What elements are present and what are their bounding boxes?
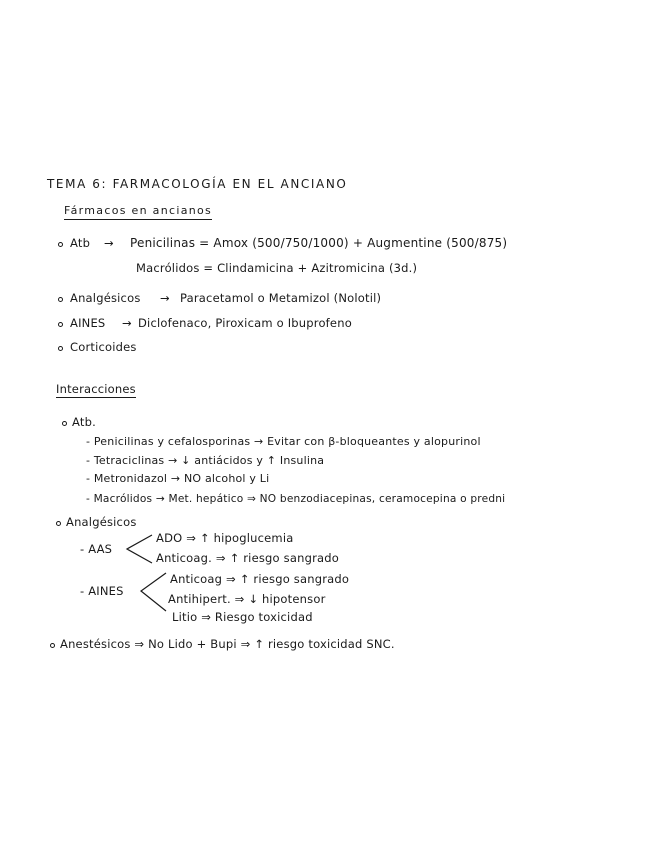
aines-brace-icon — [138, 570, 168, 616]
aas-brace-icon — [124, 532, 154, 566]
interaccion-metronidazol: - Metronidazol → NO alcohol y Li — [86, 472, 270, 485]
item-corticoides-label: Corticoides — [70, 340, 137, 354]
interacciones-atb-label: Atb. — [72, 415, 96, 429]
item-aines-arrow: → — [122, 316, 132, 330]
aines-branch-litio: Litio ⇒ Riesgo toxicidad — [172, 610, 313, 624]
item-atb-arrow: → — [104, 236, 114, 250]
bullet-icon — [58, 297, 63, 302]
item-analgesicos-arrow: → — [160, 291, 170, 305]
interaccion-anestesicos: Anestésicos ⇒ No Lido + Bupi ⇒ ↑ riesgo toxicidad SNC. — [60, 637, 395, 651]
page-title: TEMA 6: FARMACOLOGÍA EN EL ANCIANO — [47, 177, 348, 191]
item-aines-text: Diclofenaco, Piroxicam o Ibuprofeno — [138, 316, 352, 330]
bullet-icon — [50, 643, 55, 648]
bullet-icon — [62, 421, 67, 426]
aines-branch-antihipert: Antihipert. ⇒ ↓ hipotensor — [168, 592, 326, 606]
aines-label: - AINES — [80, 584, 124, 598]
item-macrolidos-text: Macrólidos = Clindamicina + Azitromicina (3d.) — [136, 261, 418, 275]
bullet-icon — [58, 242, 63, 247]
aas-branch-anticoag: Anticoag. ⇒ ↑ riesgo sangrado — [156, 551, 339, 565]
bullet-icon — [58, 346, 63, 351]
interaccion-macrolidos: - Macrólidos → Met. hepático ⇒ NO benzodiacepinas, ceramocepina o predni — [86, 493, 506, 505]
aas-branch-ado: ADO ⇒ ↑ hipoglucemia — [156, 531, 294, 545]
bullet-icon — [56, 521, 61, 526]
bullet-icon — [58, 322, 63, 327]
interacciones-analgesicos-label: Analgésicos — [66, 515, 137, 529]
item-atb-label: Atb — [70, 236, 91, 250]
section-heading-farmacos: Fármacos en ancianos — [64, 204, 212, 220]
item-analgesicos-text: Paracetamol o Metamizol (Nolotil) — [180, 291, 382, 305]
item-analgesicos-label: Analgésicos — [70, 291, 141, 305]
aines-branch-anticoag: Anticoag ⇒ ↑ riesgo sangrado — [170, 572, 350, 586]
item-atb-text: Penicilinas = Amox (500/750/1000) + Augmentine (500/875) — [130, 236, 508, 250]
interaccion-penicilinas: - Penicilinas y cefalosporinas → Evitar con β-bloqueantes y alopurinol — [86, 435, 481, 448]
aas-label: - AAS — [80, 542, 113, 556]
section-heading-interacciones: Interacciones — [56, 382, 136, 396]
item-aines-label: AINES — [70, 316, 106, 330]
interaccion-tetraciclinas: - Tetraciclinas → ↓ antiácidos y ↑ Insulina — [86, 454, 325, 467]
